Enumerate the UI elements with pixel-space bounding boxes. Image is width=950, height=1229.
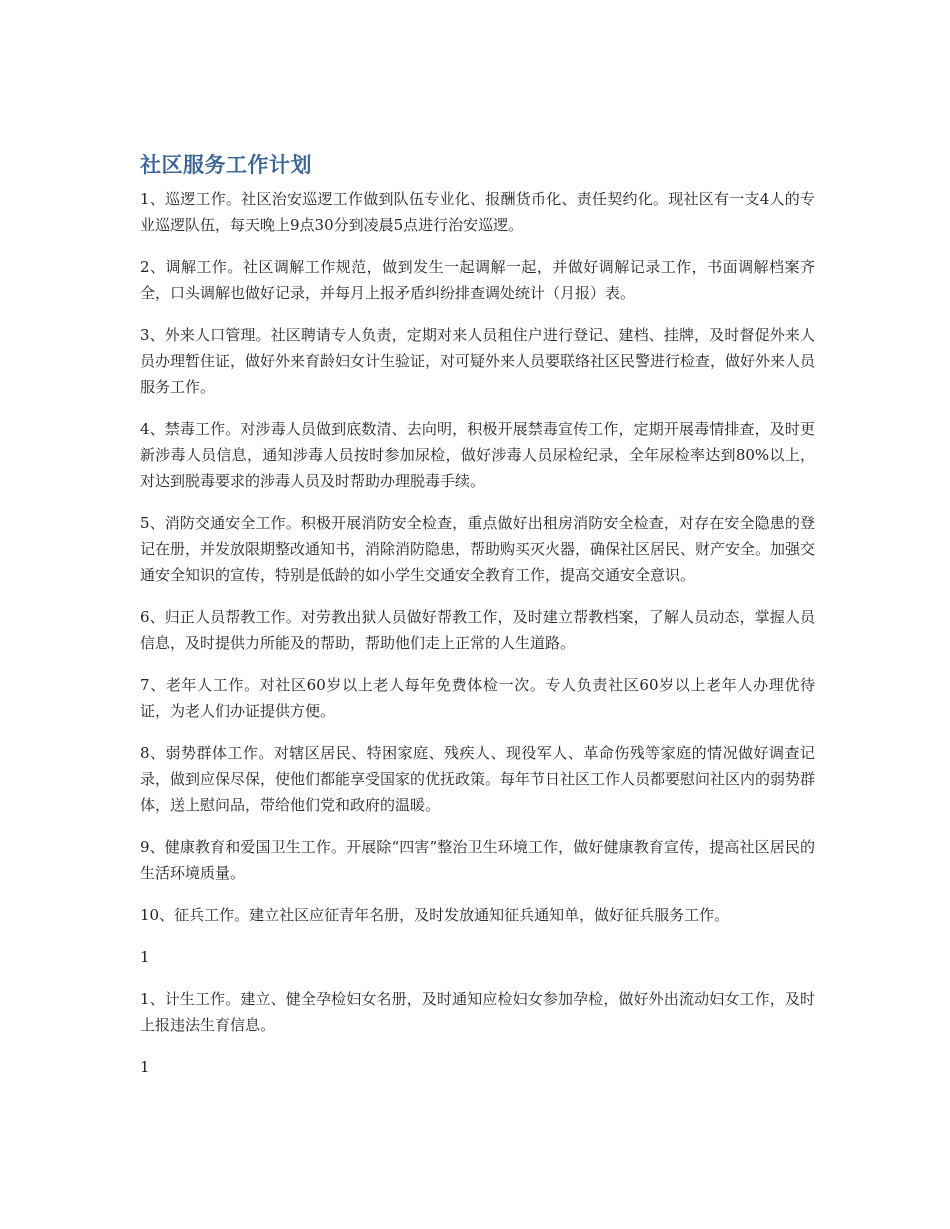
paragraph-migrant-management: 3、外来人口管理。社区聘请专人负责，定期对来人员租住户进行登记、建档、挂牌，及时督促外来人员办理暂住证，做好外来育龄妇女计生验证，对可疑外来人员要联络社区民警进行检查，做好外来人员服务工作。: [140, 326, 816, 396]
paragraph-anti-drug: 4、禁毒工作。对涉毒人员做到底数清、去向明，积极开展禁毒宣传工作，定期开展毒情排查，及时更新涉毒人员信息，通知涉毒人员按时参加尿检，做好涉毒人员尿检纪录，全年尿检率达到80%以上，对达到脱毒要求的涉毒人员及时帮助办理脱毒手续。: [140, 420, 815, 490]
paragraph-vulnerable-groups: 8、弱势群体工作。对辖区居民、特困家庭、残疾人、现役军人、革命伤残等家庭的情况做好调查记录，做到应保尽保，使他们都能享受国家的优抚政策。每年节日社区工作人员都要慰问社区内的弱势群体，送上慰问品，带给他们党和政府的温暖。: [140, 744, 816, 814]
paragraph-mediation: 2、调解工作。社区调解工作规范，做到发生一起调解一起，并做好调解记录工作，书面调解档案齐全，口头调解也做好记录，并每月上报矛盾纠纷排查调处统计（月报）表。: [140, 258, 815, 302]
paragraph-family-planning: 1、计生工作。建立、健全孕检妇女名册，及时通知应检妇女参加孕检，做好外出流动妇女工作，及时上报违法生育信息。: [140, 990, 815, 1034]
paragraph-elderly: 7、老年人工作。对社区60岁以上老人每年免费体检一次。专人负责社区60岁以上老年人办理优待证，为老人们办证提供方便。: [140, 676, 815, 720]
paragraph-conscription: 10、征兵工作。建立社区应征青年名册，及时发放通知征兵通知单，做好征兵服务工作。: [140, 906, 730, 924]
page-marker: 1: [140, 948, 150, 966]
paragraph-health-education: 9、健康教育和爱国卫生工作。开展除“四害”整治卫生环境工作，做好健康教育宣传，提高社区居民的生活环境质量。: [140, 838, 815, 882]
document-title: 社区服务工作计划: [140, 153, 312, 177]
page-marker: 1: [140, 1058, 150, 1076]
paragraph-fire-traffic-safety: 5、消防交通安全工作。积极开展消防安全检查，重点做好出租房消防安全检查，对存在安全隐患的登记在册，并发放限期整改通知书，消除消防隐患，帮助购买灭火器，确保社区居民、财产安全。加强交通安全知识的宣传，特别是低龄的如小学生交通安全教育工作，提高交通安全意识。: [140, 514, 816, 584]
paragraph-patrol: 1、巡逻工作。社区治安巡逻工作做到队伍专业化、报酬货币化、责任契约化。现社区有一支4人的专业巡逻队伍，每天晚上9点30分到凌晨5点进行治安巡逻。: [140, 190, 815, 234]
document-body: [140, 150, 815, 1096]
paragraph-rehabilitation: 6、归正人员帮教工作。对劳教出狱人员做好帮教工作，及时建立帮教档案，了解人员动态，掌握人员信息，及时提供力所能及的帮助，帮助他们走上正常的人生道路。: [140, 608, 815, 652]
